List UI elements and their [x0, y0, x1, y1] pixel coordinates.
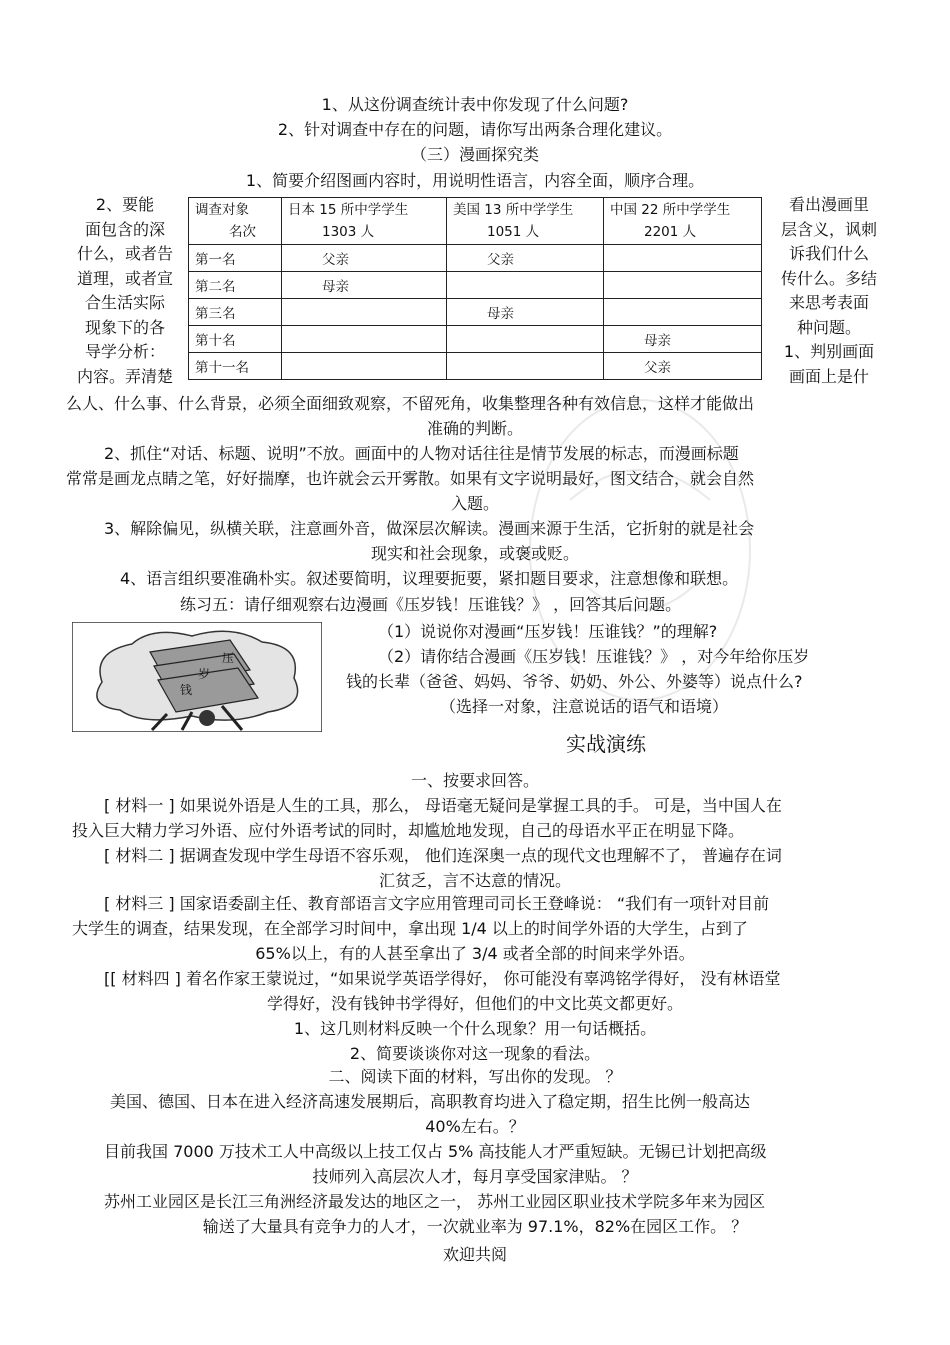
cell-value — [610, 304, 644, 320]
exercise-5-question-2-c: （选择一对象，注意说话的语气和语境） — [440, 697, 729, 716]
china-cell — [604, 245, 762, 272]
left-line: 导学分析： — [84, 342, 165, 361]
japan-cell — [282, 245, 447, 272]
paragraph-3-line-a: 3、解除偏见，纵横关联，注意画外音，做深层次解读。漫画来源于生活，它折射的就是社会 — [104, 519, 755, 538]
left-line: 合生活实际 — [84, 293, 165, 312]
header-object-label: 调查对象 — [195, 202, 249, 218]
question-2: 2、针对调查中存在的问题，请你写出两条合理化建议。 — [277, 120, 673, 139]
material-1-line-b: 投入巨大精力学习外语、应付外语考试的同时，却尴尬地发现，自己的母语水平正在明显下降。 — [72, 821, 745, 840]
cartoon-caption-char: 钱 — [180, 683, 193, 697]
usa-cell — [447, 353, 604, 380]
paragraph-2-line-c: 入题。 — [450, 494, 499, 513]
left-line: 什么，或者告 — [76, 244, 173, 263]
material-3-line-a: [ 材料三 ] 国家语委副主任、教育部语言文字应用管理司司长王登峰说： “我们有一项针对目前 — [104, 894, 770, 913]
reading-1-line-a: 美国、德国、日本在进入经济高速发展期后，高职教育均进入了稳定期，招生比例一般高达 — [110, 1092, 751, 1111]
right-text-column — [768, 193, 890, 389]
material-4-line-b: 学得好，没有钱钟书学得好，但他们的中文比英文都更好。 — [266, 994, 683, 1013]
usa-cell — [447, 245, 604, 272]
material-2-line-a: [ 材料二 ] 据调查发现中学生母语不容乐观， 他们连深奥一点的现代文也理解不了， 普遍存在词 — [104, 846, 782, 865]
table-row — [189, 299, 762, 326]
material-3-line-b: 大学生的调查，结果发现，在全部学习时间中，拿出现 1/4 以上的时间学外语的大学生，占到了 — [72, 919, 748, 938]
right-line: 传什么。多结 — [780, 268, 877, 288]
exercise-5-question-2-b: 钱的长辈（爸爸、妈妈、爷爷、奶奶、外公、外婆等）说点什么? — [346, 672, 803, 691]
right-line: 层含义，讽刺 — [780, 219, 877, 239]
section-1-heading: 一、按要求回答。 — [410, 771, 539, 790]
left-line: 2、要能 — [95, 195, 155, 214]
paragraph-4: 4、语言组织要准确朴实。叙述要简明，议理要扼要，紧扣题目要求，注意想像和联想。 — [120, 569, 739, 588]
china-cell — [604, 299, 762, 326]
cell-value — [288, 304, 322, 320]
usa-cell — [447, 299, 604, 326]
right-line: 种问题。 — [796, 317, 861, 337]
china-cell — [604, 326, 762, 353]
cell-value: 父亲 — [322, 252, 349, 268]
rank-cell: 第十名 — [189, 326, 282, 353]
reading-2-line-b: 技师列入高层次人才，每月享受国家津贴。 ？ — [312, 1167, 638, 1186]
right-line: 诉我们什么 — [788, 244, 869, 263]
right-line: 看出漫画里 — [788, 195, 869, 214]
left-line: 道理，或者宣 — [76, 268, 173, 288]
footer-text: 欢迎共阅 — [442, 1245, 507, 1264]
paragraph-2-line-a: 2、抓住“对话、标题、说明”不放。画面中的人物对话往往是情节发展的标志，而漫画标题 — [104, 444, 739, 463]
cell-value — [453, 358, 487, 374]
table-row — [189, 326, 762, 353]
japan-cell — [282, 326, 447, 353]
header-cell-japan — [282, 198, 447, 245]
material-question-1: 1、这几则材料反映一个什么现象？用一句话概括。 — [293, 1019, 657, 1038]
exercise-5-prompt: 练习五：请仔细观察右边漫画《压岁钱！压谁钱？》 ，回答其后问题。 — [180, 595, 682, 614]
cartoon-caption-char: 岁 — [198, 667, 211, 681]
reading-3-line-b: 输送了大量具有竞争力的人才，一次就业率为 97.1%，82%在园区工作。 ？ — [202, 1217, 748, 1236]
table-row — [189, 245, 762, 272]
header-usa-count: 1051 人 — [487, 224, 540, 240]
table-row — [189, 272, 762, 299]
left-line: 内容。弄清楚 — [76, 366, 173, 386]
cartoon-illustration — [72, 622, 322, 732]
reading-3-line-a: 苏州工业园区是长江三角洲经济最发达的地区之一， 苏州工业园区职业技术学院多年来为园区 — [104, 1192, 766, 1211]
material-4-line-a: [[ 材料四 ] 着名作家王蒙说过，“如果说学英语学得好， 你可能没有辜鸿铭学得好， 没有林语堂 — [104, 969, 781, 988]
rank-cell: 第一名 — [189, 245, 282, 272]
section-2-heading: 二、阅读下面的材料，写出你的发现。 ？ — [328, 1067, 622, 1086]
practice-title: 实战演练 — [566, 732, 646, 756]
left-text-column — [66, 193, 184, 389]
exercise-5-question-1: （1）说说你对漫画“压岁钱！压谁钱？”的理解? — [378, 622, 718, 641]
survey-table — [188, 197, 762, 380]
material-1-line-a: [ 材料一 ] 如果说外语是人生的工具，那么， 母语毫无疑问是掌握工具的手。 可是，当中国人在 — [104, 796, 782, 815]
paragraph-1-line-b: 准确的判断。 — [426, 419, 523, 438]
reading-1-line-b: 40%左右。？ — [425, 1117, 525, 1136]
tip-1: 1、简要介绍图画内容时，用说明性语言，内容全面，顺序合理。 — [245, 171, 705, 190]
material-question-2: 2、简要谈谈你对这一现象的看法。 — [349, 1044, 601, 1063]
china-cell — [604, 353, 762, 380]
header-china-label: 中国 22 所中学学生 — [610, 202, 731, 218]
right-line: 来思考表面 — [788, 293, 869, 312]
paragraph-2-line-b: 常常是画龙点睛之笔，好好揣摩，也许就会云开雾散。如果有文字说明最好，图文结合，就会自然 — [66, 469, 755, 488]
japan-cell — [282, 353, 447, 380]
japan-cell — [282, 299, 447, 326]
cell-value: 父亲 — [487, 252, 514, 268]
left-line: 现象下的各 — [84, 317, 165, 337]
table-header-row — [189, 198, 762, 245]
material-3-line-c: 65%以上，有的人甚至拿出了 3/4 或者全部的时间来学外语。 — [255, 944, 695, 963]
material-2-line-b: 汇贫乏，言不达意的情况。 — [378, 871, 571, 890]
paragraph-3-line-b: 现实和社会现象，或褒或贬。 — [370, 544, 579, 563]
cell-value — [453, 331, 487, 347]
cell-value — [610, 277, 644, 293]
cell-value: 母亲 — [322, 279, 349, 295]
question-1: 1、从这份调查统计表中你发现了什么问题? — [321, 95, 629, 114]
header-japan-count: 1303 人 — [322, 224, 375, 240]
reading-2-line-a: 目前我国 7000 万技术工人中高级以上技工仅占 5% 高技能人才严重短缺。无锡已计划把高级 — [104, 1142, 767, 1161]
header-china-count: 2201 人 — [644, 224, 697, 240]
china-cell — [604, 272, 762, 299]
paragraph-1-line-a: 么人、什么事、什么背景，必须全面细致观察，不留死角，收集整理各种有效信息，这样才能做出 — [66, 394, 755, 413]
left-line: 面包含的深 — [84, 219, 165, 239]
usa-cell — [447, 326, 604, 353]
cell-value: 母亲 — [644, 333, 671, 349]
cell-value — [288, 358, 322, 374]
header-cell-usa — [447, 198, 604, 245]
rank-cell: 第二名 — [189, 272, 282, 299]
cell-value — [453, 277, 487, 293]
section-heading-cartoon: （三）漫画探究类 — [410, 145, 539, 164]
cell-value: 父亲 — [644, 360, 671, 376]
table-row — [189, 353, 762, 380]
header-rank-label: 名次 — [229, 224, 256, 240]
rank-cell: 第三名 — [189, 299, 282, 326]
header-usa-label: 美国 13 所中学学生 — [453, 202, 574, 218]
cell-value — [610, 250, 644, 266]
cell-value: 母亲 — [487, 306, 514, 322]
header-japan-label: 日本 15 所中学学生 — [288, 202, 409, 218]
rank-cell: 第十一名 — [189, 353, 282, 380]
usa-cell — [447, 272, 604, 299]
exercise-5-question-2-a: （2）请你结合漫画《压岁钱！压谁钱？》 ，对今年给你压岁 — [378, 647, 810, 666]
japan-cell — [282, 272, 447, 299]
cartoon-caption-char: 压 — [222, 651, 235, 665]
header-cell-object — [189, 198, 282, 245]
right-line: 1、判别画面 — [783, 342, 875, 361]
header-cell-china — [604, 198, 762, 245]
cell-value — [288, 331, 322, 347]
right-line: 画面上是什 — [788, 366, 869, 386]
